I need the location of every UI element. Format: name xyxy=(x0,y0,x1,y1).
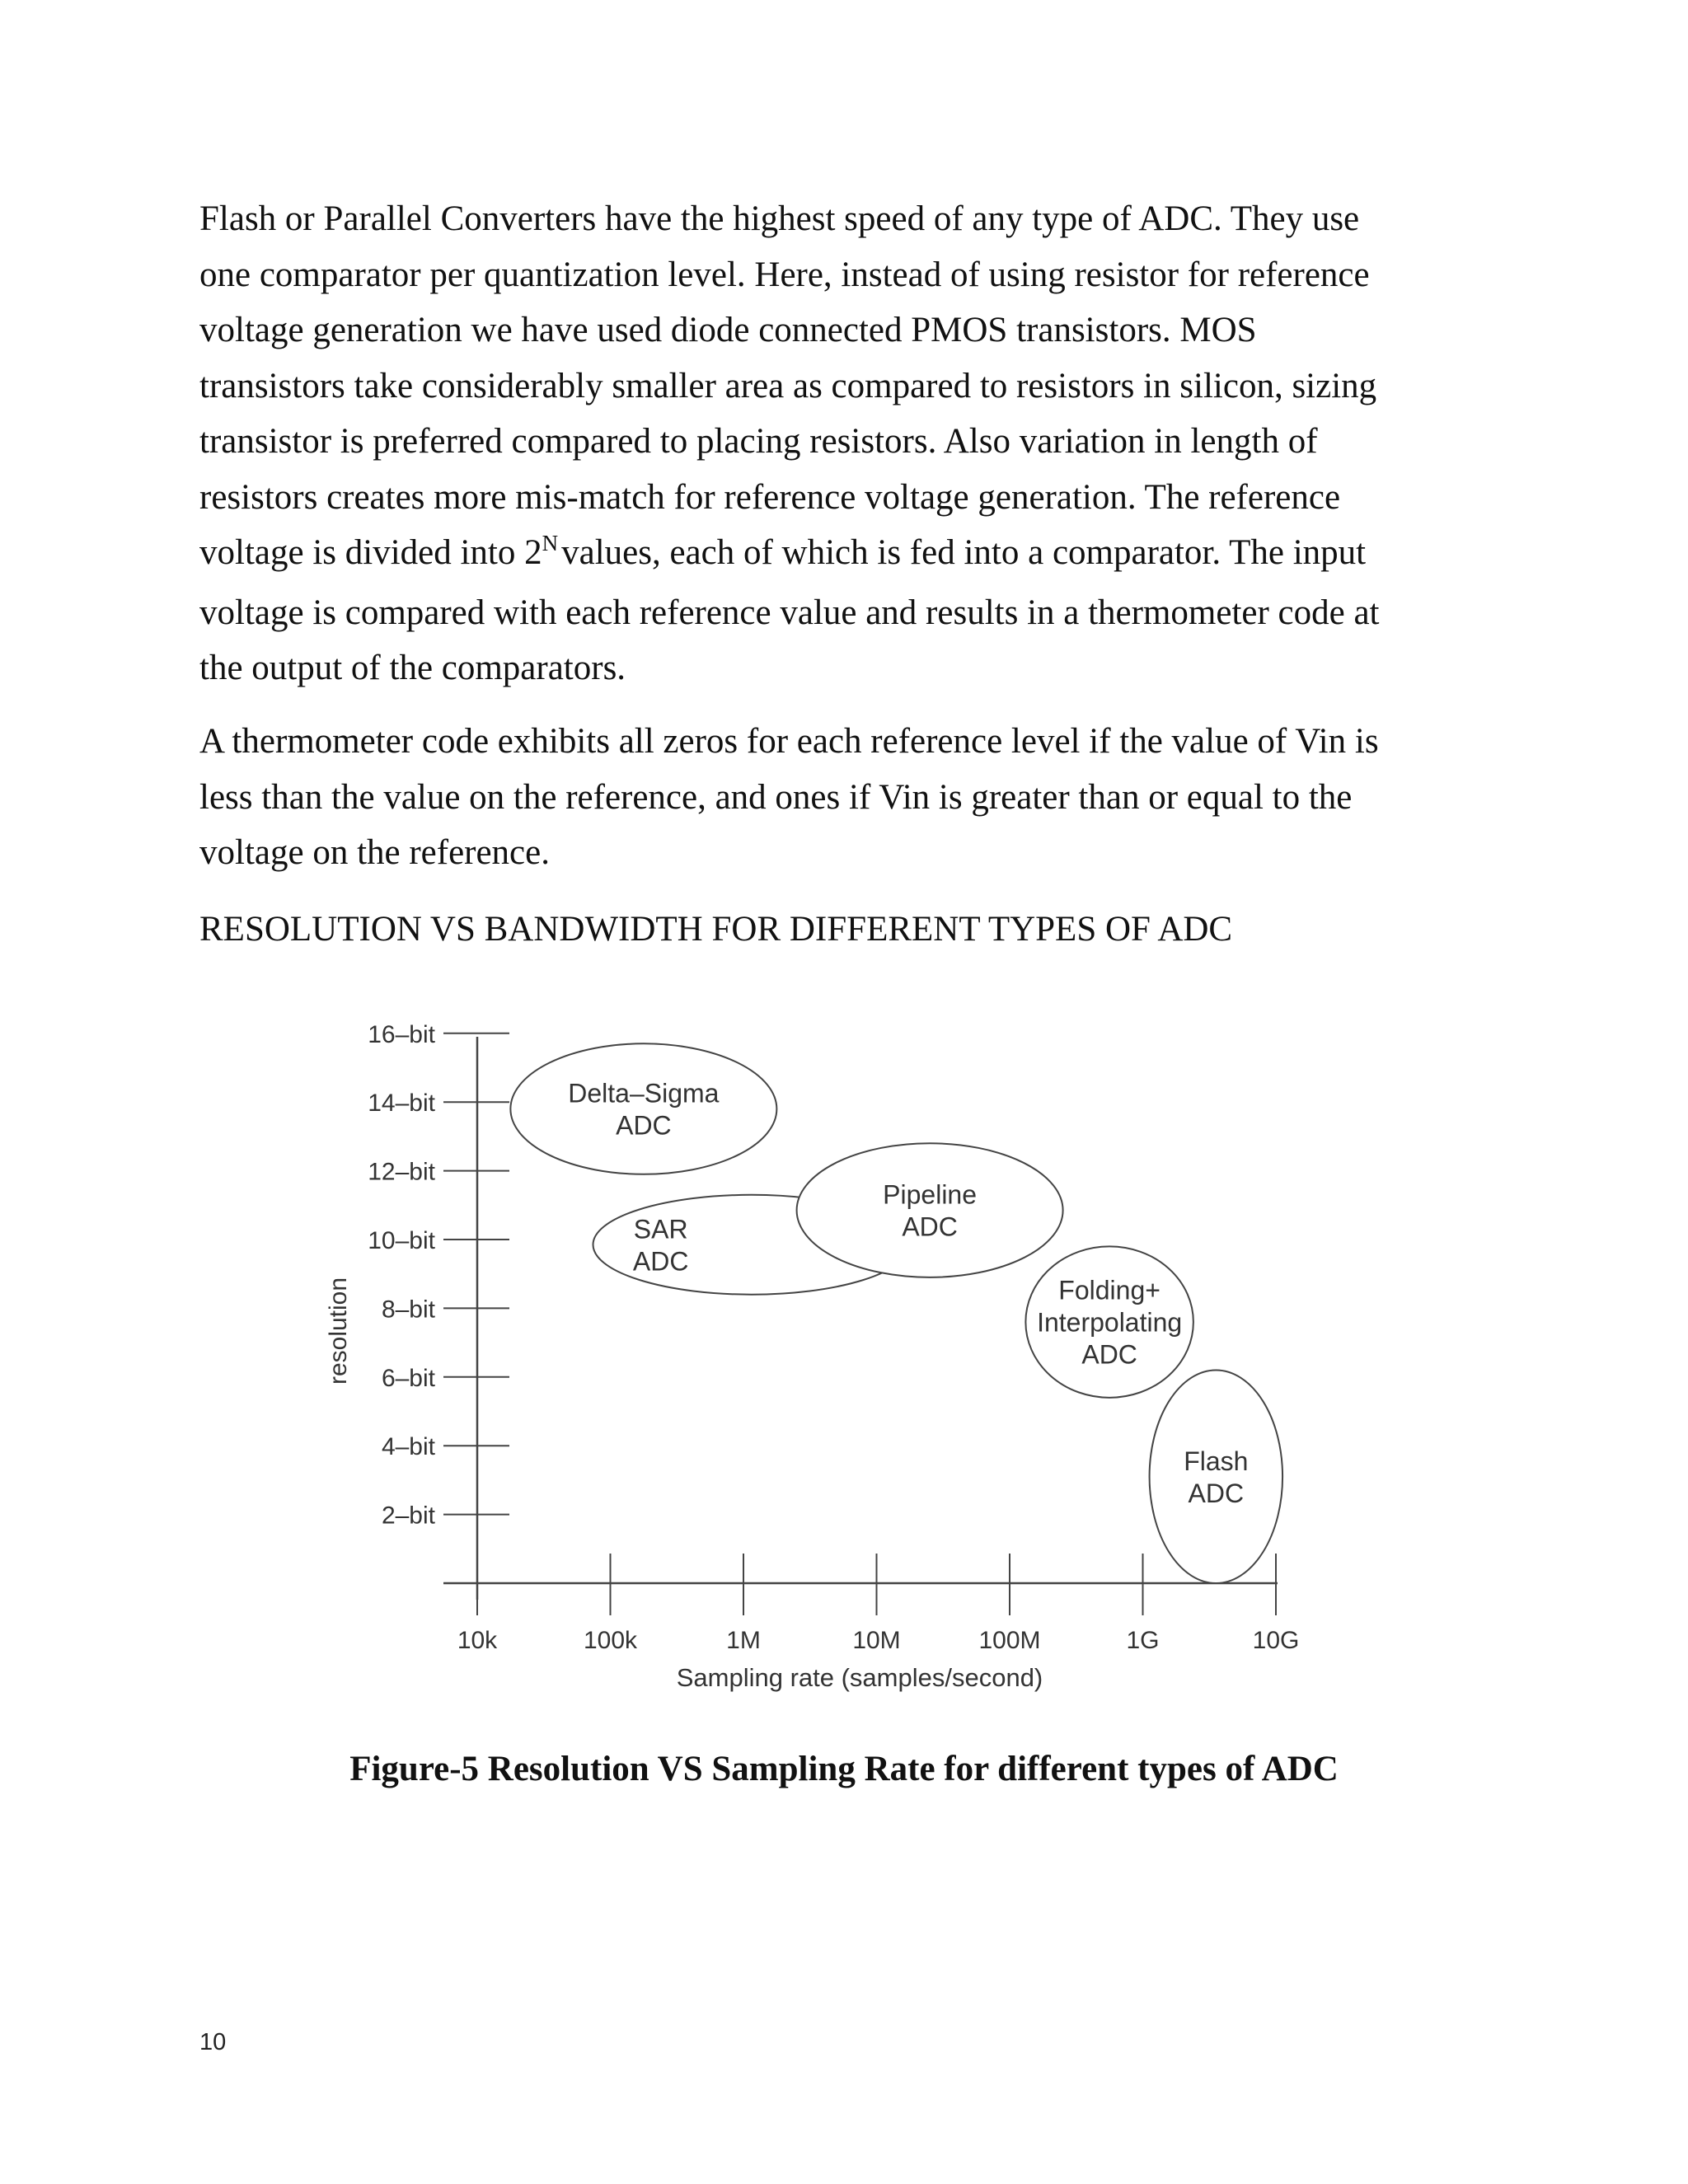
region-delta-sigma xyxy=(510,1043,776,1174)
y-tick-label: 16–bit xyxy=(368,1020,435,1048)
y-tick-label: 12–bit xyxy=(368,1158,435,1186)
region-label-flash: ADC xyxy=(1188,1478,1245,1508)
y-tick-label: 14–bit xyxy=(368,1090,435,1118)
section-heading: RESOLUTION VS BANDWIDTH FOR DIFFERENT TYPES OF ADC xyxy=(199,910,1233,949)
text-line: voltage generation we have used diode connected PMOS transistors. MOS xyxy=(199,311,1257,349)
y-axis-label: resolution xyxy=(325,1277,352,1385)
region-label-folding-interpolating: ADC xyxy=(1081,1339,1137,1370)
region-flash xyxy=(1150,1370,1283,1583)
region-label-sar: ADC xyxy=(632,1246,689,1277)
y-tick-label: 8–bit xyxy=(381,1296,435,1324)
text-segment: voltage is divided into 2 xyxy=(199,533,542,572)
text-segment: values, each of which is fed into a comparator. The input xyxy=(561,533,1367,572)
region-label-folding-interpolating: Folding+ xyxy=(1058,1275,1160,1305)
text-line: one comparator per quantization level. Here, instead of using resistor for reference xyxy=(199,255,1370,294)
text-line: less than the value on the reference, and ones if Vin is greater than or equal to the xyxy=(199,777,1353,817)
y-tick-label: 4–bit xyxy=(381,1433,435,1461)
text-line: transistor is preferred compared to placing resistors. Also variation in length of xyxy=(199,422,1318,461)
text-line: resistors creates more mis-match for reference voltage generation. The reference xyxy=(199,477,1341,517)
region-pipeline xyxy=(797,1143,1063,1277)
region-label-pipeline: Pipeline xyxy=(883,1179,978,1210)
region-label-flash: Flash xyxy=(1184,1446,1249,1476)
region-label-delta-sigma: Delta–Sigma xyxy=(568,1078,720,1108)
figure-caption: Figure-5 Resolution VS Sampling Rate for different types of ADC xyxy=(349,1750,1339,1788)
text-line: A thermometer code exhibits all zeros for each reference level if the value of Vin is xyxy=(199,722,1379,761)
text-line: the output of the comparators. xyxy=(199,649,626,687)
text-line: voltage on the reference. xyxy=(199,833,550,872)
region-label-delta-sigma: ADC xyxy=(616,1110,672,1141)
y-tick-label: 6–bit xyxy=(381,1364,435,1392)
text-line: Flash or Parallel Converters have the highest speed of any type of ADC. They use xyxy=(199,199,1360,238)
x-tick-label: 10M xyxy=(852,1627,901,1654)
superscript: N xyxy=(542,531,559,555)
x-tick-label: 1G xyxy=(1126,1627,1160,1654)
x-tick-label: 100k xyxy=(583,1627,638,1654)
y-tick-label: 10–bit xyxy=(368,1227,435,1254)
x-tick-label: 1M xyxy=(726,1627,761,1654)
region-label-sar: SAR xyxy=(633,1214,688,1244)
x-tick-label: 10G xyxy=(1252,1627,1300,1654)
y-tick-label: 2–bit xyxy=(381,1502,435,1530)
x-axis-label: Sampling rate (samples/second) xyxy=(676,1663,1043,1692)
text-line: voltage is compared with each reference value and results in a thermometer code at xyxy=(199,593,1380,632)
x-tick-label: 10k xyxy=(457,1627,498,1654)
text-line: transistors take considerably smaller area as compared to resistors in silicon, sizing xyxy=(199,366,1377,405)
region-label-pipeline: ADC xyxy=(902,1212,958,1242)
page-number: 10 xyxy=(199,2029,227,2055)
x-tick-label: 100M xyxy=(978,1627,1041,1654)
region-label-folding-interpolating: Interpolating xyxy=(1037,1307,1183,1338)
